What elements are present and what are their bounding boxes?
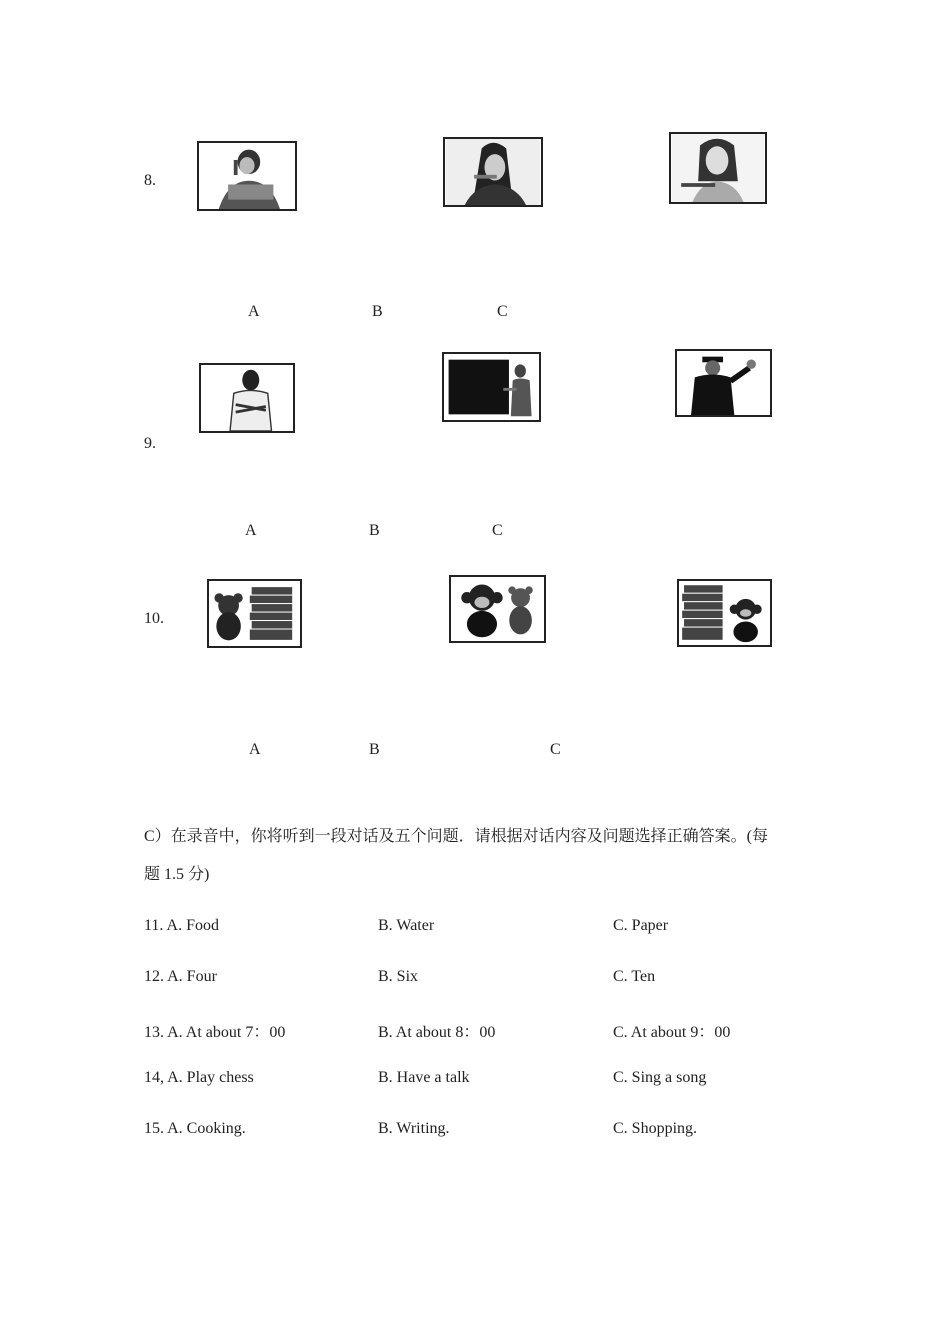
q15-option-b: B. Writing.: [378, 1120, 450, 1137]
q10-option-b-image: [449, 575, 546, 643]
q8-letter-b: B: [372, 303, 383, 320]
q10-letter-a: A: [249, 741, 261, 758]
q8-letter-a: A: [248, 303, 260, 320]
section-c-instruction-line-1: C）在录音中，你将听到一段对话及五个问题．请根据对话内容及问题选择正确答案。(每: [144, 828, 769, 845]
q9-letter-b: B: [369, 522, 380, 539]
q10-option-a-image: [207, 579, 302, 648]
q13-option-c: C. At about 9：00: [613, 1024, 731, 1041]
q15-option-a: 15. A. Cooking.: [144, 1120, 246, 1137]
q8-option-a-image: [197, 141, 297, 211]
q11-option-b: B. Water: [378, 917, 435, 934]
q9-option-c-image: [675, 349, 772, 417]
q15-option-c: C. Shopping.: [613, 1120, 698, 1137]
section-c-instruction-line-2: 题 1.5 分): [144, 866, 210, 883]
q13-option-a: 13. A. At about 7：00: [144, 1024, 286, 1041]
question-10-number: 10.: [144, 610, 164, 627]
q14-option-b: B. Have a talk: [378, 1069, 470, 1086]
q9-letter-a: A: [245, 522, 257, 539]
section-c-instruction: [144, 818, 814, 894]
q10-option-c-image: [677, 579, 772, 647]
q10-letter-c: C: [550, 741, 561, 758]
q11-option-a: 11. A. Food: [144, 917, 219, 934]
q14-option-c: C. Sing a song: [613, 1069, 707, 1086]
q12-option-a: 12. A. Four: [144, 968, 217, 985]
q12-option-c: C. Ten: [613, 968, 656, 985]
q12-option-b: B. Six: [378, 968, 419, 985]
q9-option-b-image: [442, 352, 541, 422]
q8-option-b-image: [443, 137, 543, 207]
question-9-number: 9.: [144, 435, 156, 452]
q11-option-c: C. Paper: [613, 917, 669, 934]
q9-letter-c: C: [492, 522, 503, 539]
q14-option-a: 14, A. Play chess: [144, 1069, 254, 1086]
question-8-number: 8.: [144, 172, 156, 189]
q8-option-c-image: [669, 132, 767, 204]
q13-option-b: B. At about 8：00: [378, 1024, 496, 1041]
q8-letter-c: C: [497, 303, 508, 320]
q10-letter-b: B: [369, 741, 380, 758]
q9-option-a-image: [199, 363, 295, 433]
